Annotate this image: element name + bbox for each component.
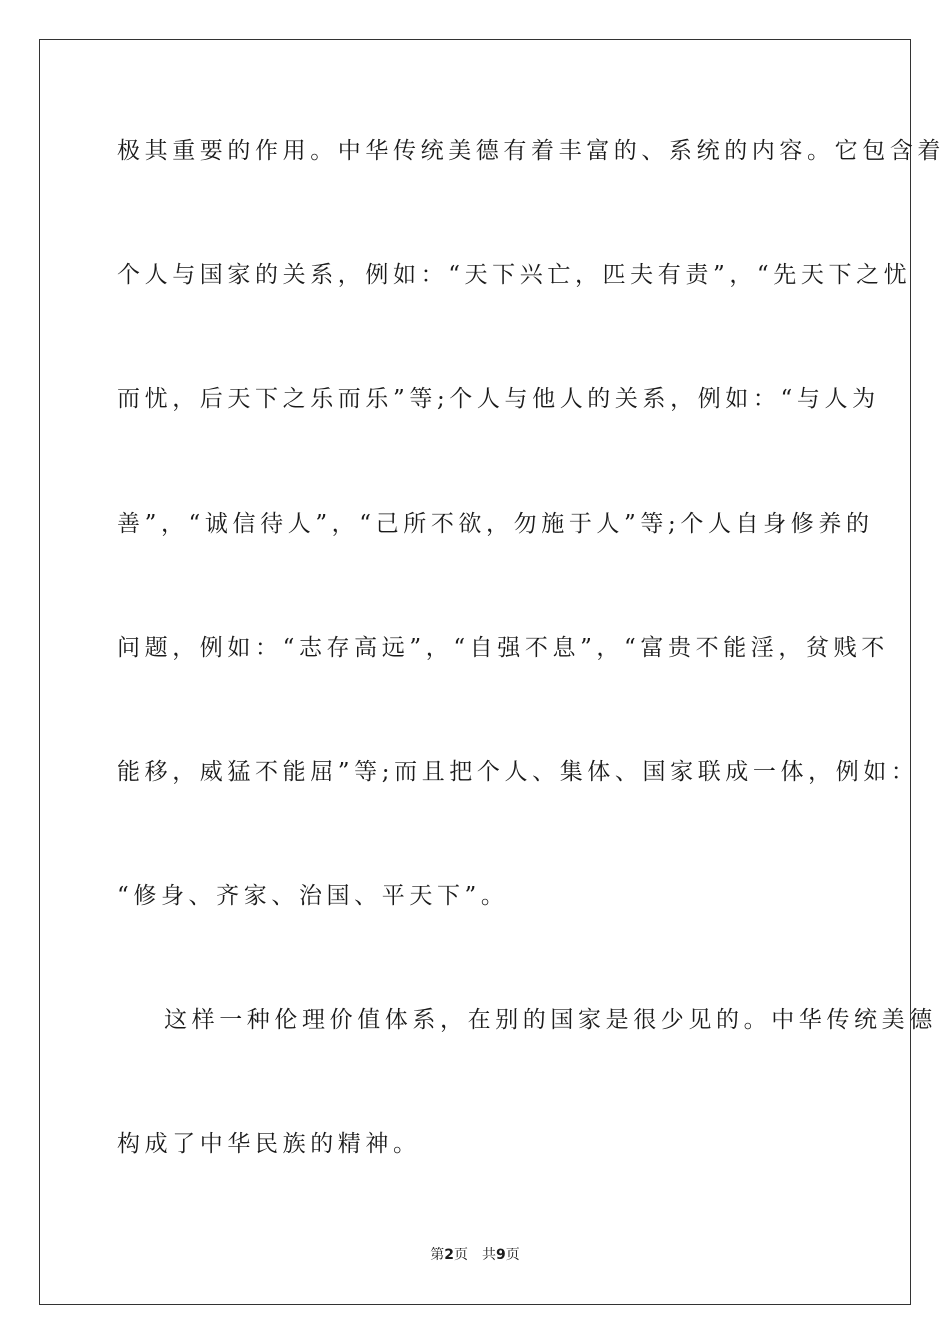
current-page-number: 2 [444,1247,454,1263]
body-text-line: 善”，“诚信待人”，“己所不欲，勿施于人”等;个人自身修养的 [117,511,874,537]
body-text-line: “修身、齐家、治国、平天下”。 [117,883,509,909]
body-text-line: 能移，威猛不能屈”等;而且把个人、集体、国家联成一体，例如： [117,759,919,785]
page-footer [0,1246,950,1264]
body-text-line: 构成了中华民族的精神。 [117,1131,421,1157]
page-number-suffix: 页 [454,1247,468,1263]
total-pages-suffix: 页 [505,1247,520,1263]
body-text-line: 极其重要的作用。中华传统美德有着丰富的、系统的内容。它包含着 [117,138,945,164]
total-pages-prefix: 共 [482,1247,496,1263]
body-text-line: 问题，例如：“志存高远”，“自强不息”，“富贵不能淫，贫贱不 [117,635,889,661]
total-page-count: 9 [496,1247,506,1263]
page-number-prefix: 第 [430,1247,445,1263]
page-border [39,39,911,1305]
body-text-line: 个人与国家的关系，例如：“天下兴亡，匹夫有责”，“先天下之忧 [117,262,912,288]
body-text-line: 而忧，后天下之乐而乐”等;个人与他人的关系，例如：“与人为 [117,386,880,412]
paragraph-first-line: 这样一种伦理价值体系，在别的国家是很少见的。中华传统美德 [164,1007,937,1033]
